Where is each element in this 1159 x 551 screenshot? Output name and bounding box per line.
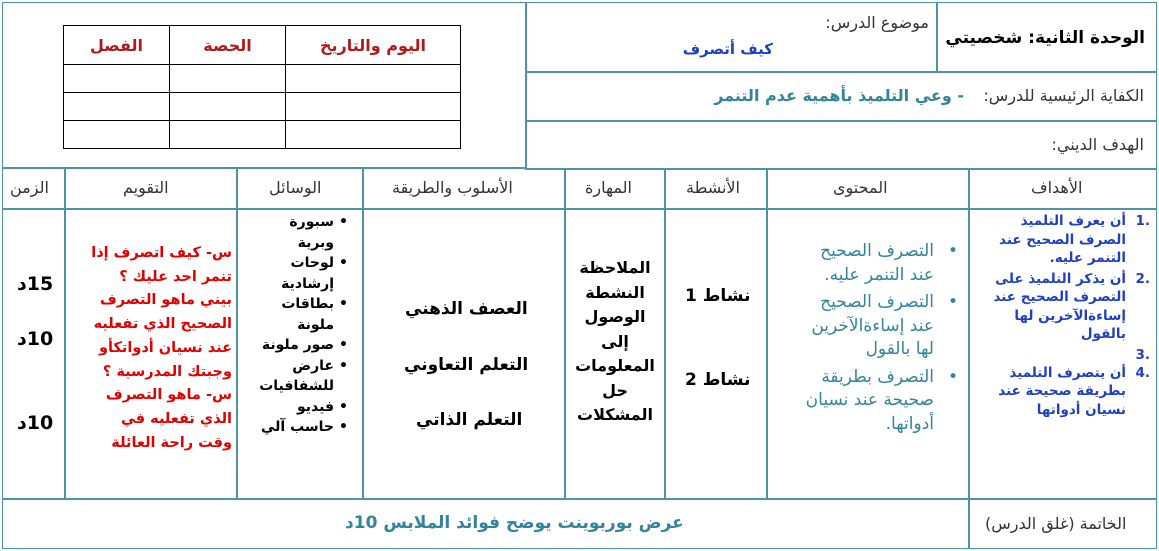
activity-item: نشاط 1	[685, 286, 751, 306]
competency-label: الكفاية الرئيسية للدرس:	[983, 86, 1144, 105]
time-value: 15د	[17, 273, 54, 295]
bullet-icon: •	[339, 255, 348, 271]
info-cell[interactable]	[64, 65, 170, 93]
religious-goal-label: الهدف الديني:	[1051, 135, 1144, 154]
objective-item: 1. أن يعرف التلميذ الصرف الصحيح عند التنمر عليه.	[999, 213, 1150, 266]
info-cell[interactable]	[286, 121, 461, 149]
competency-value: - وعي التلميذ بأهمية عدم التنمر	[714, 86, 964, 105]
header-class: الفصل	[64, 26, 170, 65]
bullet-icon: •	[339, 337, 348, 353]
tool-item: • حاسب آلي	[240, 417, 360, 438]
bullet-icon: •	[339, 214, 348, 230]
header-period: الحصة	[170, 26, 286, 65]
objective-number: 1.	[1135, 213, 1150, 229]
evaluation-line: الذي تفعليه في	[120, 410, 232, 427]
lesson-topic-label: موضوع الدرس:	[825, 13, 929, 32]
method-item: التعلم التعاوني	[404, 355, 529, 375]
time-cell	[2, 208, 66, 500]
info-cell[interactable]	[286, 65, 461, 93]
lesson-topic-value: كيف أتصرف	[682, 40, 773, 58]
col-title-content: المحتوى	[833, 178, 888, 197]
bullet-icon: •	[947, 241, 958, 261]
time-value: 10د	[17, 328, 54, 350]
evaluation-text	[70, 242, 232, 455]
col-title-objectives: الأهداف	[1031, 178, 1083, 197]
skill-line: النشطة	[585, 282, 645, 302]
col-title-method: الأسلوب والطريقة	[392, 178, 513, 197]
tool-item: • فيديو	[240, 397, 360, 418]
col-title-time: الزمن	[10, 178, 49, 197]
content-item: • التصرف بطريقة صحيحة عند نسيان أدواتها.	[805, 366, 958, 434]
content-item: • التصرف الصحيح عند التنمر عليه.	[820, 241, 958, 285]
objective-item	[974, 346, 1152, 364]
activities-cell	[664, 208, 768, 500]
activity-item: نشاط 2	[685, 370, 751, 390]
objective-item: 2. أن يذكر التلميذ على التصرف الصحيح عند إساءةالآخرين لها بالقول	[993, 270, 1150, 342]
evaluation-line: عند نسيان أدواتكأو	[99, 339, 232, 356]
col-title-evaluation: التقويم	[123, 178, 169, 197]
info-row	[64, 65, 461, 93]
info-cell[interactable]	[286, 93, 461, 121]
header-day-date: اليوم والتاريخ	[286, 26, 461, 65]
tool-item: • عارض للشفافيات	[259, 357, 348, 394]
objective-number: 3.	[1135, 346, 1150, 363]
tool-item: • بطاقات ملونة	[281, 296, 348, 333]
skill-line: إلى	[601, 331, 629, 351]
bullet-icon: •	[339, 296, 348, 312]
info-row	[64, 93, 461, 121]
evaluation-line: س- ماهو التصرف	[105, 387, 232, 404]
skill-line: المعلومات	[575, 356, 655, 375]
info-cell[interactable]	[170, 65, 286, 93]
method-cell	[362, 208, 566, 500]
tool-item: • سبورة وبرية	[289, 214, 348, 251]
evaluation-line: تنمر احد عليك ؟	[119, 268, 232, 285]
content-list	[772, 240, 964, 436]
info-row	[64, 121, 461, 149]
skill-line: المشكلات	[576, 405, 654, 424]
closing-value: عرض بوربوينت يوضح فوائد الملابس 10د	[345, 513, 684, 533]
col-title-activities: الأنشطة	[686, 178, 740, 197]
skill-line: الوصول	[584, 307, 646, 326]
time-value: 10د	[17, 412, 54, 434]
skill-list	[566, 256, 664, 428]
tools-list	[240, 212, 360, 438]
evaluation-line: الصحيح الذي تفعليه	[93, 316, 232, 333]
objective-number: 4.	[1135, 364, 1150, 381]
skill-line: حل	[602, 380, 628, 400]
info-cell[interactable]	[64, 93, 170, 121]
bullet-icon: •	[947, 292, 958, 312]
method-item: العصف الذهني	[405, 299, 528, 319]
objectives-list	[974, 212, 1152, 419]
tool-item: • لوحات إرشادية	[281, 255, 348, 292]
evaluation-line: وجبتك المدرسية ؟	[102, 363, 232, 380]
objective-item: 4. أن يتصرف التلميذ بطريقة صحيحة عند نسيان أدواتها	[998, 364, 1150, 418]
col-title-tools: الوسائل	[269, 178, 322, 197]
day-date-info-table	[63, 25, 461, 149]
bullet-icon: •	[339, 398, 348, 415]
tool-item: • صور ملونة	[240, 335, 360, 356]
skill-line: الملاحظة	[579, 258, 651, 277]
col-title-skill: المهارة	[585, 178, 632, 197]
method-item: التعلم الذاتي	[416, 410, 523, 430]
bullet-icon: •	[339, 357, 348, 374]
bullet-icon: •	[339, 419, 348, 435]
evaluation-line: وقت راحة العائلة	[111, 434, 232, 451]
unit-label: الوحدة الثانية: شخصيتي	[945, 28, 1145, 48]
info-cell[interactable]	[170, 121, 286, 149]
info-cell[interactable]	[64, 121, 170, 149]
evaluation-line: س- كيف اتصرف إذا	[91, 245, 232, 261]
closing-label: الخاتمة (غلق الدرس)	[985, 514, 1127, 533]
info-cell[interactable]	[170, 93, 286, 121]
content-item: • التصرف الصحيح عند إساءةالآخرين لها بالقول	[811, 292, 958, 359]
bullet-icon: •	[947, 366, 958, 387]
evaluation-line: بيني ماهو التصرف	[99, 292, 232, 309]
objective-number: 2.	[1135, 270, 1150, 287]
